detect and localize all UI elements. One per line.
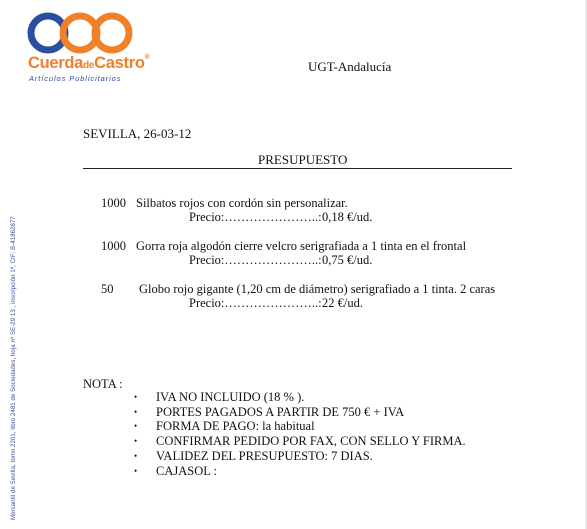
- item-description: Silbatos rojos con cordón sin personalizar.: [136, 196, 348, 210]
- item-price-label: Precio:…………………..:: [189, 210, 322, 224]
- note-text: PORTES PAGADOS A PARTIR DE 750 € + IVA: [156, 404, 405, 419]
- note-text: FORMA DE PAGO: la habitual: [156, 419, 315, 434]
- side-registry-stamp: [0, 180, 16, 520]
- logo-name-part2: de: [83, 60, 95, 71]
- note-item: [134, 390, 466, 405]
- place-date: SEVILLA, 26-03-12: [83, 126, 192, 141]
- item-price: 22 €/ud.: [322, 296, 363, 310]
- item-price: 0,18 €/ud.: [322, 210, 373, 224]
- logo-wordmark: [28, 54, 149, 73]
- bullet-icon: •: [134, 421, 138, 432]
- item-price-label: Precio:…………………..:: [189, 296, 322, 310]
- note-item: [134, 419, 466, 434]
- side-registry-text: Mercantil de Sevilla, tomo 2201, libro 2481 de Sociedades, hoja nº SE-29 13 , inscripción 1ª, CIF: B-41862877: [11, 216, 17, 520]
- company-logo: [28, 14, 153, 86]
- bullet-icon: •: [134, 465, 138, 476]
- note-item: [134, 405, 466, 420]
- recipient: UGT-Andalucía: [308, 59, 392, 74]
- item-price: 0,75 €/ud.: [322, 253, 373, 267]
- registered-mark: ®: [144, 54, 150, 61]
- item-quantity: 1000: [101, 196, 126, 210]
- title-underline: [83, 168, 512, 169]
- nota-label: NOTA :: [83, 377, 123, 391]
- document-title: PRESUPUESTO: [258, 152, 348, 167]
- item-description: Globo rojo gigante (1,20 cm de diámetro) serigrafiado a 1 tinta. 2 caras: [139, 282, 496, 296]
- bullet-icon: •: [134, 406, 138, 417]
- notes-list: [134, 390, 466, 478]
- note-item: [134, 449, 466, 464]
- logo-name-part1: Cuerda: [28, 54, 84, 72]
- note-text: CONFIRMAR PEDIDO POR FAX, CON SELLO Y FIRMA.: [156, 434, 466, 449]
- item-quantity: 1000: [101, 239, 126, 253]
- note-item: [134, 434, 466, 449]
- logo-name-part3: Castro: [94, 54, 145, 72]
- note-text: VALIDEZ DEL PRESUPUESTO: 7 DIAS.: [156, 448, 373, 463]
- item-description: Gorra roja algodón cierre velcro serigrafiada a 1 tinta en el frontal: [136, 239, 467, 253]
- bullet-icon: •: [134, 450, 138, 461]
- note-text: CAJASOL :: [156, 463, 218, 478]
- item-quantity: 50: [101, 282, 114, 296]
- logo-circles: [28, 14, 138, 56]
- note-text: IVA NO INCLUIDO (18 % ).: [156, 390, 305, 404]
- item-price-label: Precio:…………………..:: [189, 253, 322, 267]
- note-item: [134, 464, 466, 479]
- bullet-icon: •: [134, 436, 138, 447]
- bullet-icon: •: [134, 392, 138, 402]
- logo-tagline: Artículos Publicitarios: [29, 74, 122, 83]
